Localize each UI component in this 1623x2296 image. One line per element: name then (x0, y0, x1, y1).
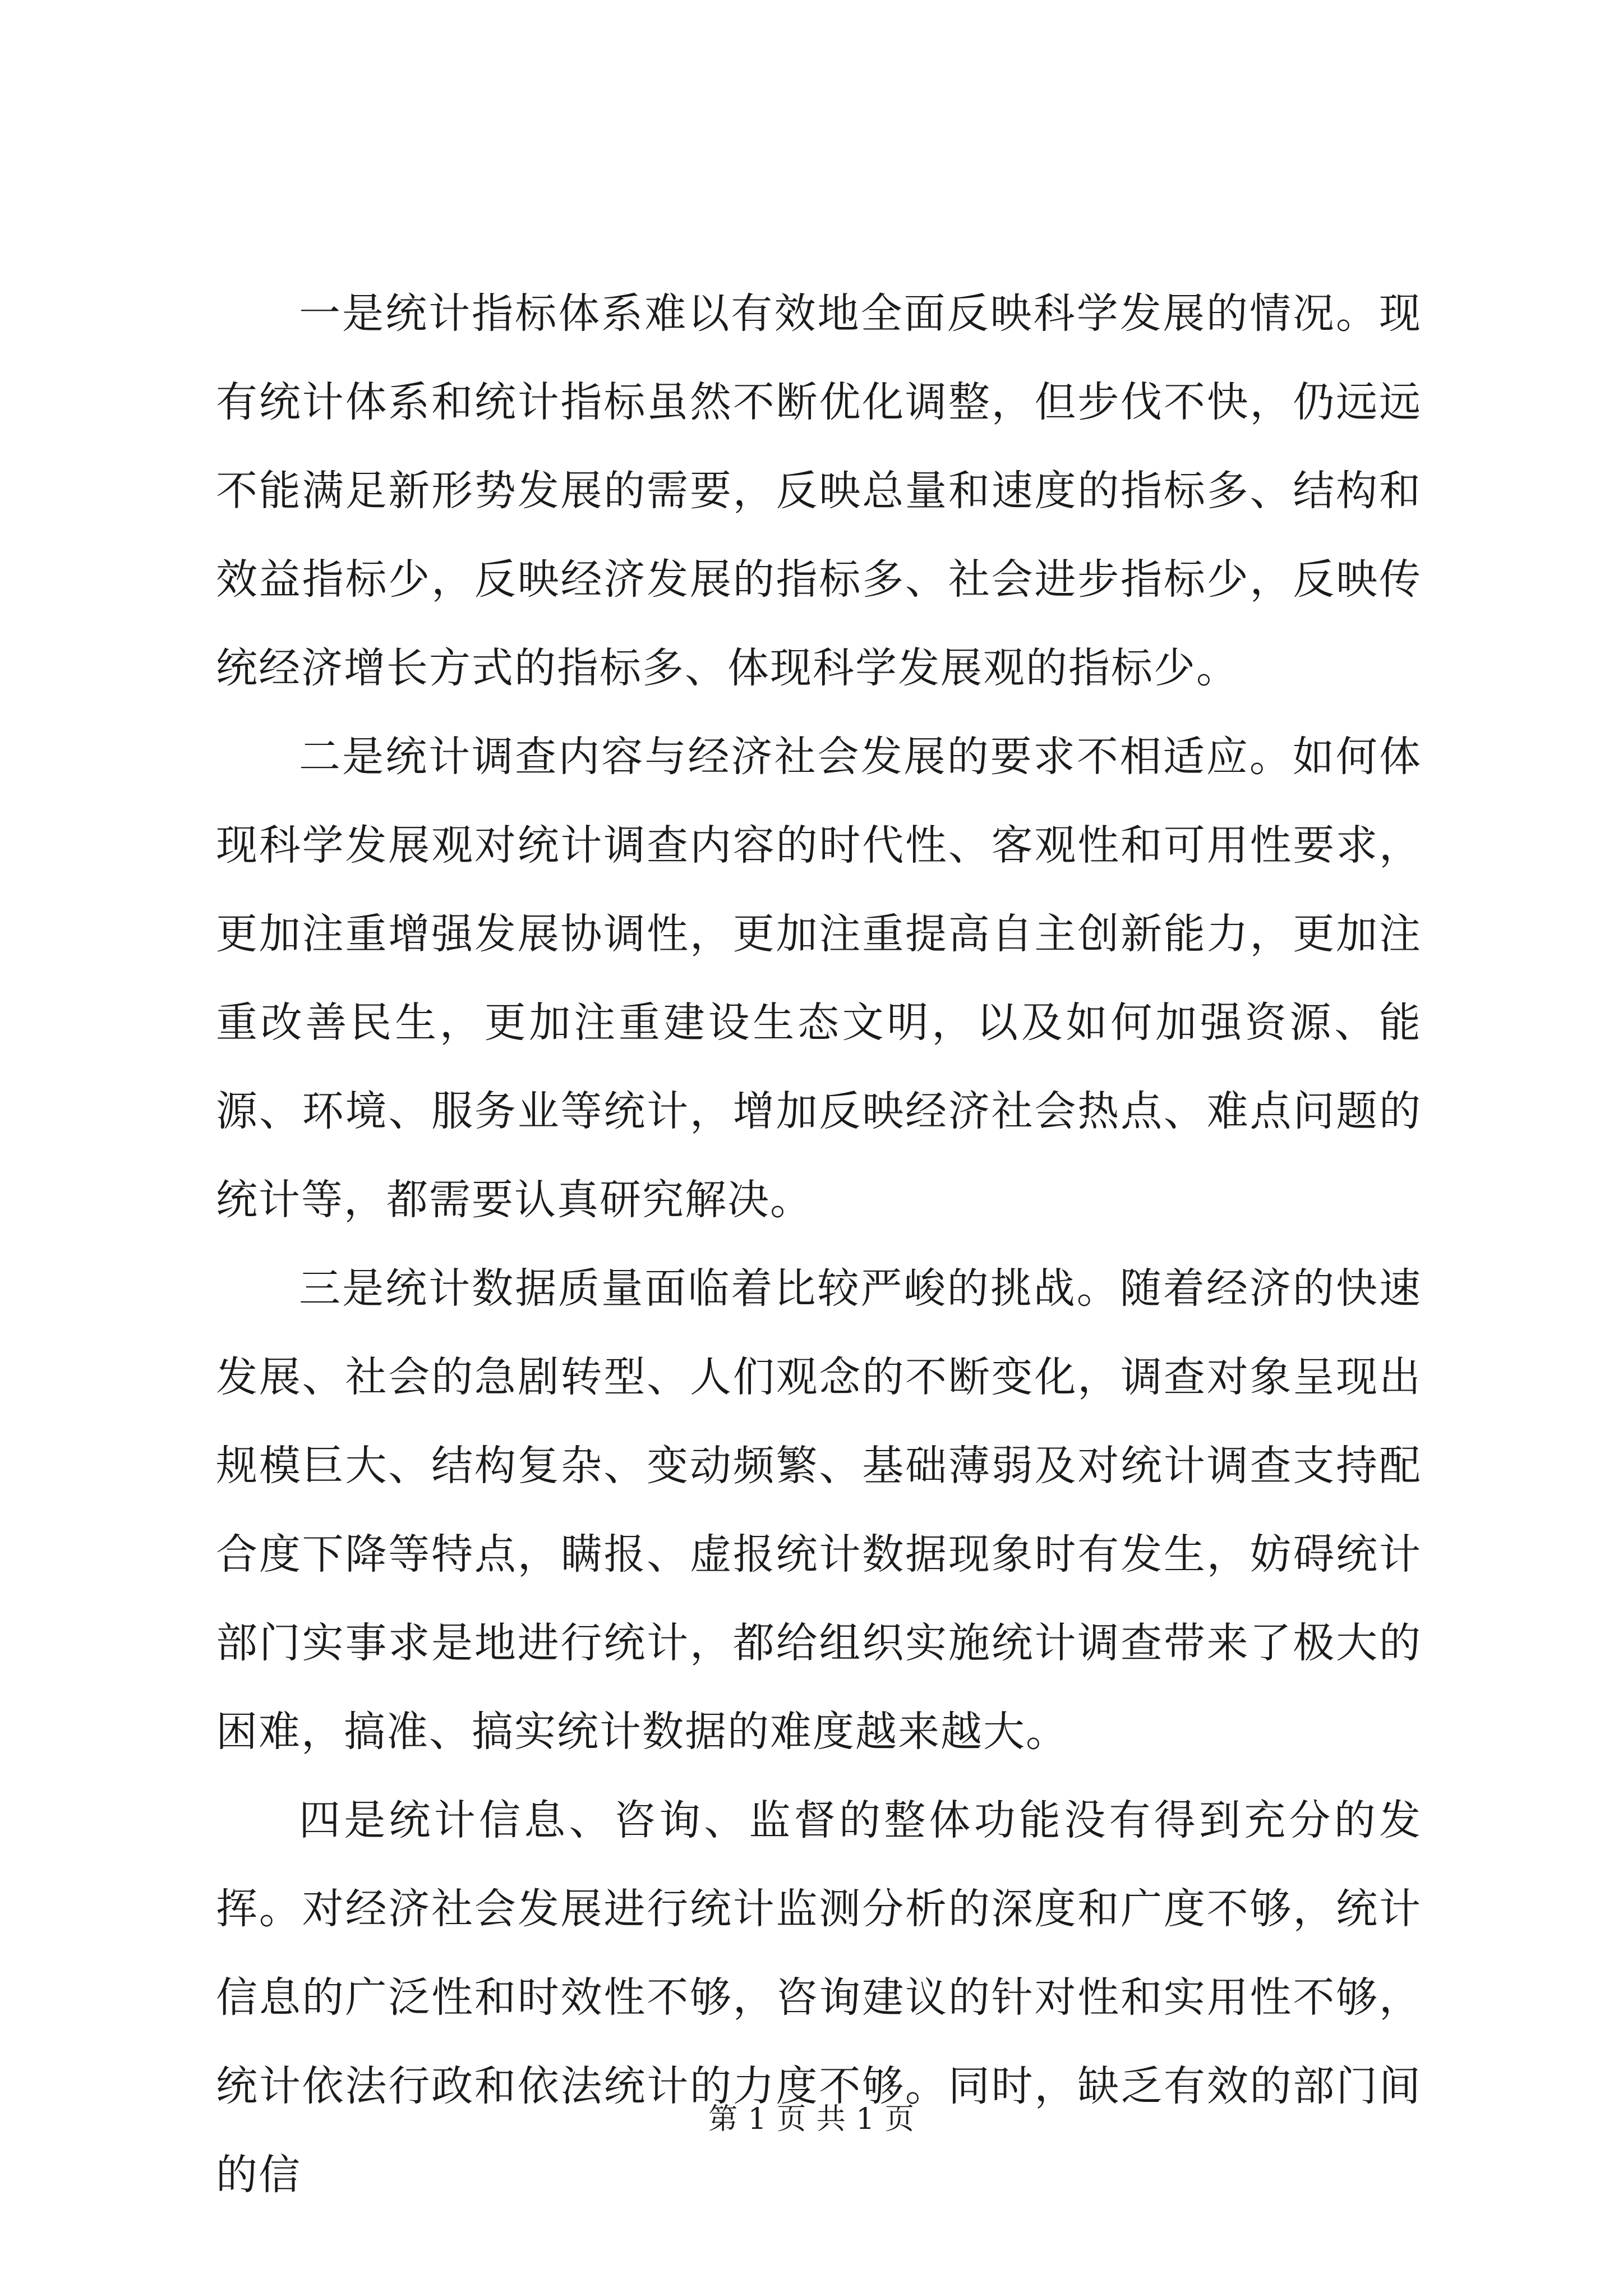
document-body (216, 269, 1422, 2219)
paragraph-3: 三是统计数据质量面临着比较严峻的挑战。随着经济的快速发展、社会的急剧转型、人们观念的不断变化，调查对象呈现出规模巨大、结构复杂、变动频繁、基础薄弱及对统计调查支持配合度下降等特点，瞒报、虚报统计数据现象时有发生，妨碍统计部门实事求是地进行统计，都给组织实施统计调查带来了极大的困难，搞准、搞实统计数据的难度越来越大。 (216, 1264, 1422, 1756)
paragraph-2: 二是统计调查内容与经济社会发展的要求不相适应。如何体现科学发展观对统计调查内容的时代性、客观性和可用性要求，更加注重增强发展协调性，更加注重提高自主创新能力，更加注重改善民生，更加注重建设生态文明，以及如何加强资源、能源、环境、服务业等统计，增加反映经济社会热点、难点问题的统计等，都需要认真研究解决。 (216, 733, 1422, 1224)
paragraph-1: 一是统计指标体系难以有效地全面反映科学发展的情况。现有统计体系和统计指标虽然不断优化调整，但步伐不快，仍远远不能满足新形势发展的需要，反映总量和速度的指标多、结构和效益指标少，反映经济发展的指标多、社会进步指标少，反映传统经济增长方式的指标多、体现科学发展观的指标少。 (216, 289, 1422, 692)
page-number-footer: 第 1 页 共 1 页 (708, 2102, 915, 2136)
paragraph-4: 四是统计信息、咨询、监督的整体功能没有得到充分的发挥。对经济社会发展进行统计监测分析的深度和广度不够，统计信息的广泛性和时效性不够，咨询建议的针对性和实用性不够，统计依法行政和依法统计的力度不够。同时，缺乏有效的部门间的信 (216, 1796, 1422, 2199)
